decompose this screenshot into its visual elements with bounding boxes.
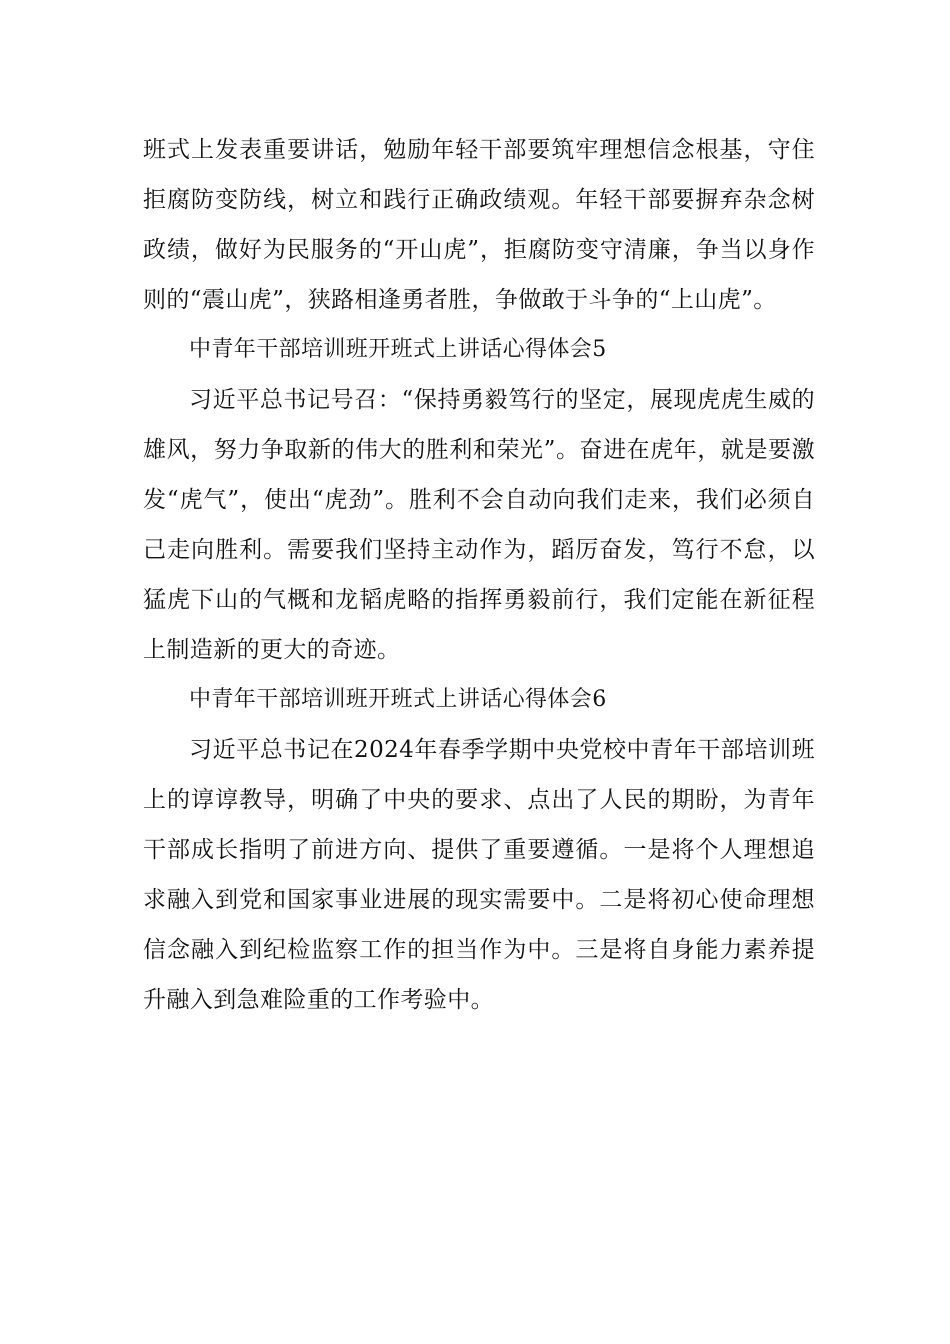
- paragraph-section-6: 习近平总书记在2024年春季学期中央党校中青年干部培训班上的谆谆教导，明确了中央的要求、点出了人民的期盼，为青年干部成长指明了前进方向、提供了重要遵循。一是将个人理想追求融入到党和国家事业进展的现实需要中。二是将初心使命理想信念融入到纪检监察工作的担当作为中。三是将自身能力素养提升融入到急难险重的工作考验中。: [143, 737, 815, 1013]
- paragraph-continued: 班式上发表重要讲话，勉励年轻干部要筑牢理想信念根基，守住拒腐防变防线，树立和践行正确政绩观。年轻干部要摒弃杂念树政绩，做好为民服务的“开山虎”，拒腐防变守清廉，争当以身作则的“震山虎”，狭路相逢勇者胜，争做敢于斗争的“上山虎”。: [143, 137, 815, 313]
- paragraph-section-5: 习近平总书记号召：“保持勇毅笃行的坚定，展现虎虎生威的雄风，努力争取新的伟大的胜利和荣光”。奋进在虎年，就是要激发“虎气”，使出“虎劲”。胜利不会自动向我们走来，我们必须自己走向胜利。需要我们坚持主动作为，蹈厉奋发，笃行不怠，以猛虎下山的气概和龙韬虎略的指挥勇毅前行，我们定能在新征程上制造新的更大的奇迹。: [143, 387, 815, 663]
- section-heading-5: 中青年干部培训班开班式上讲话心得体会5: [189, 337, 607, 362]
- section-heading-6: 中青年干部培训班开班式上讲话心得体会6: [189, 687, 607, 712]
- document-body: [143, 125, 815, 1025]
